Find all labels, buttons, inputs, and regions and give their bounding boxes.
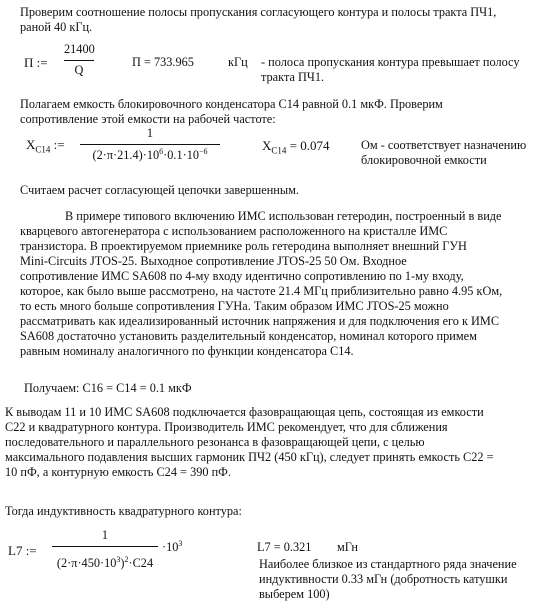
eq-xc-numerator: 1 bbox=[146, 126, 154, 140]
eq-pi-unit: кГц bbox=[228, 55, 248, 69]
paragraph-bandwidth-check-line2: раной 40 кГц. bbox=[20, 20, 93, 34]
paragraph-phase-shifter-line: последовательного и параллельного резонанса в фазовращающей цепи, с целью bbox=[5, 435, 425, 449]
paragraph-oscillator-line: рассматривать как идеализированный источник напряжения и для подключения его к ИМС bbox=[20, 314, 500, 328]
eq-pi-result: П = 733.965 bbox=[132, 55, 194, 69]
eq-l7-fraction-bar bbox=[52, 546, 158, 547]
paragraph-oscillator-line: равным номиналу аналогичного по функции конденсатора С14. bbox=[20, 344, 354, 358]
paragraph-oscillator-line: сопротивление ИМС SA608 по 4-му входу идентично сопротивлению по 1-му входу, bbox=[20, 269, 464, 283]
paragraph-phase-shifter-line: 10 пФ, а контурную емкость С24 = 390 пФ. bbox=[5, 465, 231, 479]
paragraph-oscillator-line: то есть много больше сопротивления ГУНа. Таким образом ИМС JTOS-25 можно bbox=[20, 299, 449, 313]
eq-xc-denominator: $(2\cdot\pi\cdot 21.4)\cdot 10^6\cdot 0.1\cdot 10^{-6}$ bbox=[92, 146, 208, 162]
paragraph-capacitor-line1: Полагаем емкость блокировочного конденсатора С14 равной 0.1 мкФ. Проверим bbox=[20, 97, 443, 111]
eq-pi-note-line2: тракта ПЧ1. bbox=[261, 70, 325, 84]
paragraph-phase-shifter bbox=[5, 405, 550, 480]
eq-l7-note-line2: индуктивности 0.33 мГн (добротность катушки bbox=[259, 572, 508, 586]
paragraph-bandwidth-check-line1: Проверим соотношение полосы пропускания согласующего контура и полосы тракта ПЧ1, bbox=[20, 5, 497, 19]
paragraph-capacitor-line2: сопротивление этой емкости на рабочей частоте: bbox=[20, 112, 276, 126]
eq-l7-multiplier: $\cdot 10^3$ bbox=[162, 538, 183, 554]
paragraph-oscillator bbox=[20, 209, 545, 359]
paragraph-phase-shifter-line: С22 и квадратурного контура. Производитель ИМС рекомендует, что для сближения bbox=[5, 420, 448, 434]
eq-xc-fraction-bar bbox=[80, 144, 220, 145]
eq-pi-denominator: Q bbox=[74, 63, 84, 77]
result-c16: Получаем: С16 = С14 = 0.1 мкФ bbox=[24, 381, 192, 395]
eq-xc-note-line2: блокировочной емкости bbox=[361, 153, 487, 167]
paragraph-oscillator-line: SA608 достаточно установить разделительный конденсатор, номинал которого примем bbox=[20, 329, 477, 343]
eq-xc-result: $X_{C14} = 0.074$ bbox=[262, 138, 330, 156]
eq-l7-note-line1: Наиболее близкое из стандартного ряда значение bbox=[259, 557, 517, 571]
paragraph-oscillator-line: которое, как было выше рассмотрено, на частоте 21.4 МГц приблизительно равно 4.95 кОм, bbox=[20, 284, 503, 298]
eq-xc-lhs: $X_{C14}$ := bbox=[26, 137, 65, 155]
eq-xc-note-line1: Ом - соответствует назначению bbox=[361, 138, 527, 152]
paragraph-inductance-intro: Тогда индуктивность квадратурного контура: bbox=[5, 504, 242, 518]
eq-l7-lhs: L7 := bbox=[8, 543, 37, 558]
paragraph-oscillator-line: В примере типового включению ИМС использован гетеродин, построенный в виде bbox=[65, 209, 502, 223]
eq-l7-note-line3: выберем 100) bbox=[259, 587, 330, 601]
paragraph-phase-shifter-line: максимального подавления высших гармоник ПЧ2 (450 кГц), следует принять емкость С22 = bbox=[5, 450, 494, 464]
eq-pi-numerator: 21400 bbox=[64, 42, 95, 56]
eq-pi-lhs: П := bbox=[24, 55, 48, 70]
paragraph-oscillator-line: кварцевого автогенератора с использованием расположенного на кристалле ИМС bbox=[20, 224, 448, 238]
eq-l7-unit: мГн bbox=[337, 540, 359, 554]
paragraph-phase-shifter-line: К выводам 11 и 10 ИМС SA608 подключается фазовращающая цепь, состоящая из емкости bbox=[5, 405, 484, 419]
paragraph-conclusion: Считаем расчет согласующей цепочки завершенным. bbox=[20, 183, 299, 197]
paragraph-oscillator-line: Mini-Circuits JTOS-25. Выходное сопротивление JTOS-25 50 Ом. Входное bbox=[20, 254, 407, 268]
paragraph-oscillator-line: транзистора. В проектируемом приемнике роль гетеродина выполняет внешний ГУН bbox=[20, 239, 467, 253]
eq-pi-fraction-bar bbox=[64, 60, 94, 61]
eq-l7-result: L7 = 0.321 bbox=[257, 540, 312, 554]
eq-pi-note-line1: - полоса пропускания контура превышает полосу bbox=[261, 55, 520, 69]
eq-l7-denominator: $(2\cdot\pi\cdot 450\cdot 10^3)^2\cdot C24$ bbox=[56, 554, 154, 570]
eq-l7-numerator: 1 bbox=[101, 528, 109, 542]
